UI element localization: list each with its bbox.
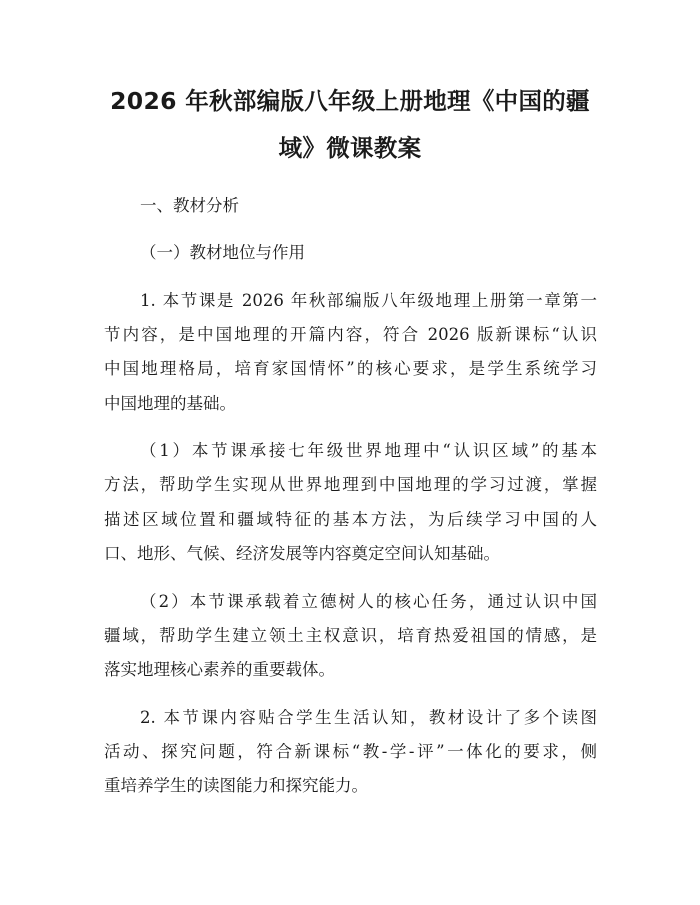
paragraph-2-line-2: 方法，帮助学生实现从世界地理到中国地理的学习过渡，掌握 <box>104 475 597 494</box>
document-title-line-2: 域》微课教案 <box>278 134 422 162</box>
paragraph-1-line-1: 1. 本节课是 2026 年秋部编版八年级地理上册第一章第一 <box>140 291 597 310</box>
paragraph-3-line-3: 落实地理核心素养的重要载体。 <box>104 660 335 679</box>
paragraph-2-line-1: （1）本节课承接七年级世界地理中“认识区域”的基本 <box>140 441 597 460</box>
paragraph-2-line-3: 描述区域位置和疆域特征的基本方法，为后续学习中国的人 <box>104 510 597 529</box>
paragraph-1-line-3: 中国地理格局，培育家国情怀”的核心要求，是学生系统学习 <box>104 359 597 378</box>
paragraph-1-line-2: 节内容，是中国地理的开篇内容，符合 2026 版新课标“认识 <box>104 325 597 344</box>
subsection-heading: （一）教材地位与作用 <box>140 243 305 262</box>
section-heading: 一、教材分析 <box>140 196 239 215</box>
document-title-line-1: 2026 年秋部编版八年级上册地理《中国的疆 <box>110 87 590 115</box>
paragraph-2-line-4: 口、地形、气候、经济发展等内容奠定空间认知基础。 <box>104 544 500 563</box>
paragraph-4-line-2: 活动、探究问题，符合新课标“教-学-评”一体化的要求，侧 <box>104 742 597 761</box>
paragraph-4-line-1: 2. 本节课内容贴合学生生活认知，教材设计了多个读图 <box>140 708 597 727</box>
paragraph-1-line-4: 中国地理的基础。 <box>104 394 236 413</box>
paragraph-4-line-3: 重培养学生的读图能力和探究能力。 <box>104 776 368 795</box>
paragraph-3-line-2: 疆域，帮助学生建立领土主权意识，培育热爱祖国的情感，是 <box>104 626 597 645</box>
paragraph-3-line-1: （2）本节课承载着立德树人的核心任务，通过认识中国 <box>140 592 597 611</box>
